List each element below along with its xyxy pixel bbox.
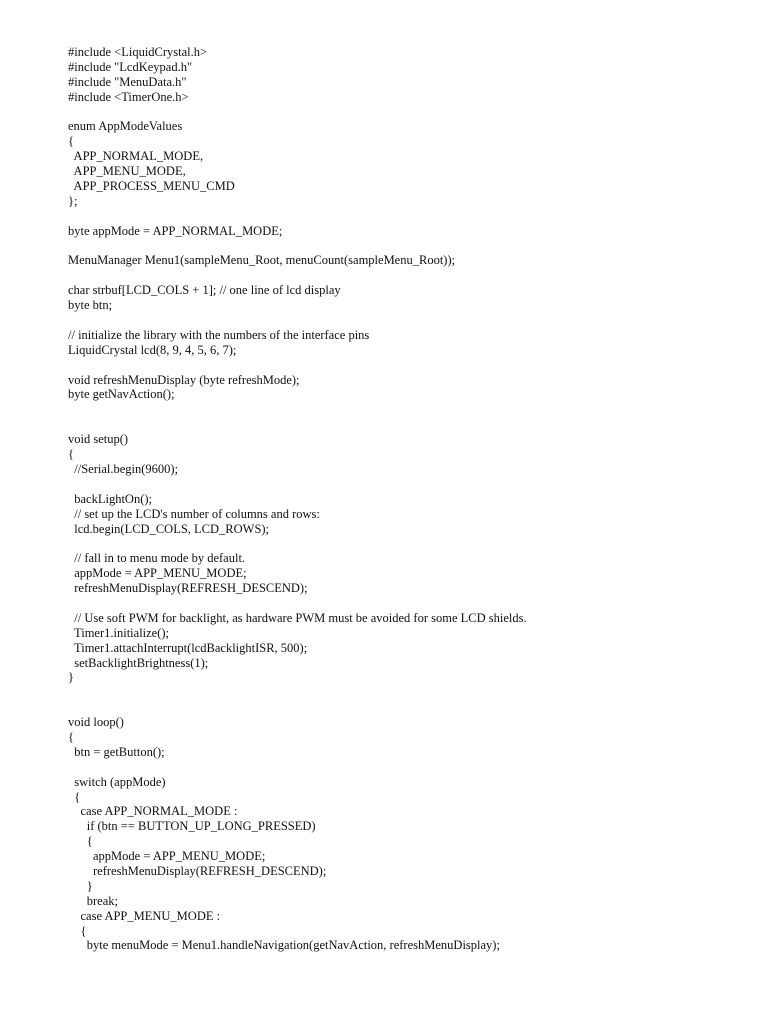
code-line: appMode = APP_MENU_MODE; — [68, 566, 247, 581]
code-line — [68, 477, 748, 492]
code-line: byte btn; — [68, 298, 113, 313]
code-line: void loop() — [68, 715, 124, 730]
code-line: APP_MENU_MODE, — [68, 164, 186, 179]
code-line — [68, 313, 748, 328]
code-line: byte menuMode = Menu1.handleNavigation(getNavAction, refreshMenuDisplay); — [68, 938, 500, 953]
code-line: switch (appMode) — [68, 774, 166, 789]
code-line — [68, 105, 748, 120]
code-line: enum AppModeValues — [68, 119, 183, 134]
code-line: #include "LcdKeypad.h" — [68, 59, 193, 74]
code-line — [68, 760, 748, 775]
code-line: setBacklightBrightness(1); — [68, 655, 209, 670]
code-line: appMode = APP_MENU_MODE; — [68, 849, 266, 864]
code-line: byte appMode = APP_NORMAL_MODE; — [68, 223, 283, 238]
code-line: void refreshMenuDisplay (byte refreshMode); — [68, 372, 300, 387]
code-line — [68, 209, 748, 224]
code-line: // initialize the library with the numbers of the interface pins — [68, 327, 370, 342]
code-line: void setup() — [68, 432, 129, 447]
code-line: { — [68, 923, 87, 938]
code-line: refreshMenuDisplay(REFRESH_DESCEND); — [68, 863, 327, 878]
code-line: LiquidCrystal lcd(8, 9, 4, 5, 6, 7); — [68, 342, 237, 357]
code-line — [68, 239, 748, 254]
code-line: lcd.begin(LCD_COLS, LCD_ROWS); — [68, 521, 270, 536]
code-line: { — [68, 834, 93, 849]
code-line: Timer1.attachInterrupt(lcdBacklightISR, 500); — [68, 640, 308, 655]
code-line — [68, 358, 748, 373]
code-line — [68, 268, 748, 283]
code-line: btn = getButton(); — [68, 744, 165, 759]
code-line: // Use soft PWM for backlight, as hardware PWM must be avoided for some LCD shields. — [68, 610, 527, 625]
code-line: APP_PROCESS_MENU_CMD — [68, 179, 235, 194]
code-line — [68, 536, 748, 551]
code-line: #include <LiquidCrystal.h> — [68, 45, 208, 59]
code-line — [68, 596, 748, 611]
code-line — [68, 402, 748, 417]
code-line: #include <TimerOne.h> — [68, 89, 189, 104]
code-line: Timer1.initialize(); — [68, 625, 170, 640]
code-line: break; — [68, 893, 118, 908]
code-line — [68, 417, 748, 432]
code-line: case APP_MENU_MODE : — [68, 908, 221, 923]
code-line: { — [68, 789, 81, 804]
code-listing — [68, 45, 748, 953]
code-line: // fall in to menu mode by default. — [68, 551, 246, 566]
code-line: #include "MenuData.h" — [68, 74, 187, 89]
code-line: } — [68, 670, 74, 685]
code-line: backLightOn(); — [68, 491, 153, 506]
code-line — [68, 700, 748, 715]
code-line: char strbuf[LCD_COLS + 1]; // one line of lcd display — [68, 283, 341, 298]
code-line: if (btn == BUTTON_UP_LONG_PRESSED) — [68, 819, 316, 834]
code-line: }; — [68, 193, 78, 208]
code-line: { — [68, 447, 74, 462]
code-line: //Serial.begin(9600); — [68, 461, 179, 476]
code-line: APP_NORMAL_MODE, — [68, 149, 204, 164]
code-line: // set up the LCD's number of columns and rows: — [68, 506, 320, 521]
code-line: byte getNavAction(); — [68, 387, 175, 402]
code-line — [68, 685, 748, 700]
code-line: refreshMenuDisplay(REFRESH_DESCEND); — [68, 581, 308, 596]
code-line: { — [68, 729, 74, 744]
code-line: MenuManager Menu1(sampleMenu_Root, menuCount(sampleMenu_Root)); — [68, 253, 456, 268]
code-line: case APP_NORMAL_MODE : — [68, 804, 238, 819]
code-line: { — [68, 134, 74, 149]
code-line: } — [68, 878, 93, 893]
